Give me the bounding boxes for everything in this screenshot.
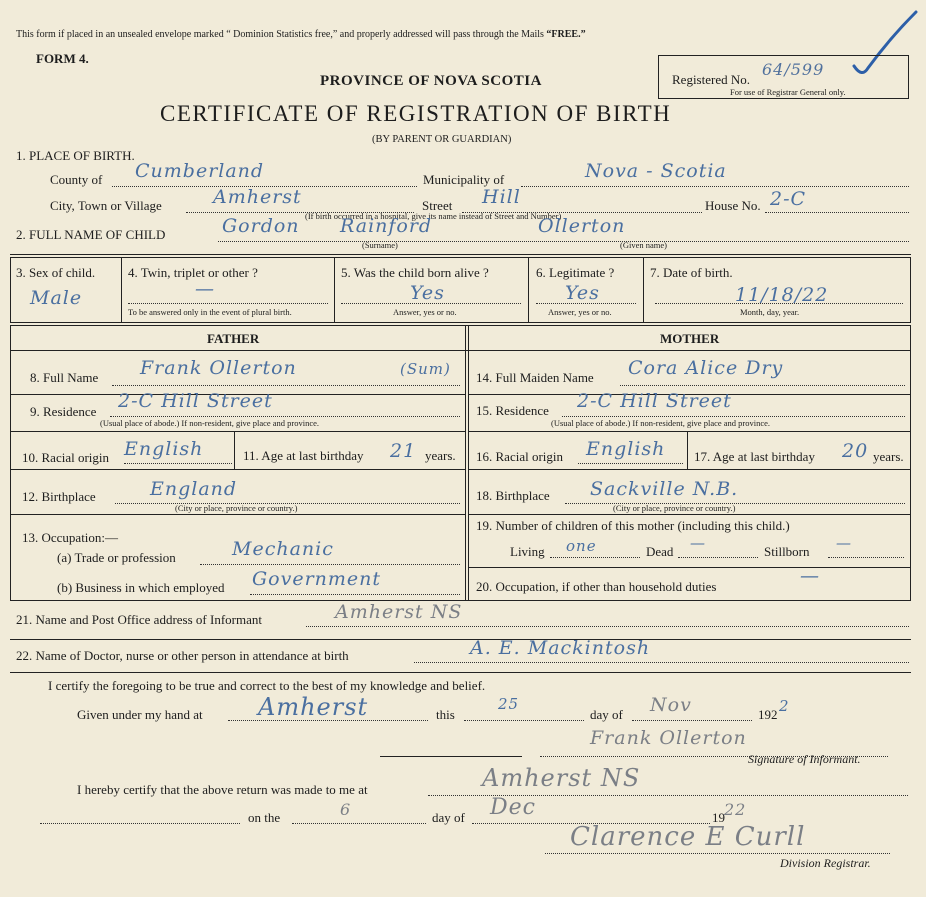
stillborn-label: Stillborn	[764, 544, 810, 559]
father-heading: FATHER	[207, 331, 260, 346]
father-birthplace-value: England	[150, 478, 238, 500]
living-value: one	[566, 537, 597, 555]
father-age-label: 11. Age at last birthday	[243, 448, 364, 463]
house-value: 2-C	[770, 188, 807, 210]
father-occupation-label: 13. Occupation:—	[22, 530, 119, 545]
father-age-value: 21	[390, 440, 417, 462]
legitimate-value: Yes	[565, 282, 600, 304]
father-trade-value: Mechanic	[232, 538, 334, 560]
year-value: 2	[779, 697, 790, 715]
alive-note: Answer, yes or no.	[393, 307, 457, 317]
municipality-label: Municipality of	[423, 172, 505, 187]
form-number: FORM 4.	[36, 51, 89, 66]
page-title: CERTIFICATE OF REGISTRATION OF BIRTH	[160, 101, 672, 126]
sex-value: Male	[30, 287, 83, 309]
on-day-value: 6	[340, 800, 352, 819]
day-of2-label: day of	[432, 810, 465, 825]
father-residence-label: 9. Residence	[30, 404, 97, 419]
dead-value: —	[690, 534, 706, 552]
surname-hint: (Surname)	[362, 240, 398, 250]
mother-birthplace-label: 18. Birthplace	[476, 488, 550, 503]
city-label: City, Town or Village	[50, 198, 162, 213]
year2-prefix: 19	[712, 810, 725, 825]
year2-value: 22	[724, 800, 747, 819]
county-label: County of	[50, 172, 103, 187]
father-name-label: 8. Full Name	[30, 370, 99, 385]
father-name-extra: (Sum)	[400, 360, 451, 378]
legitimate-label: 6. Legitimate ?	[536, 265, 615, 280]
alive-label: 5. Was the child born alive ?	[341, 265, 489, 280]
return-label: I hereby certify that the above return was made to me at	[77, 782, 368, 797]
mother-occupation-value: —	[800, 565, 820, 587]
registered-label: Registered No.	[672, 72, 750, 87]
doctor-value: A. E. Mackintosh	[470, 637, 651, 659]
street-label: Street	[422, 198, 453, 213]
child-surname: Ollerton	[538, 215, 626, 237]
father-years: years.	[425, 448, 456, 463]
twin-value: —	[195, 278, 215, 300]
on-month-value: Dec	[490, 795, 536, 820]
living-label: Living	[510, 544, 545, 559]
day-of-label: day of	[590, 707, 623, 722]
mother-birthplace-note: (City or place, province or country.)	[613, 503, 736, 513]
doctor-label: 22. Name of Doctor, nurse or other person in attendance at birth	[16, 648, 349, 663]
given-under-label: Given under my hand at	[77, 707, 203, 722]
date-label: 7. Date of birth.	[650, 265, 733, 280]
this-label: this	[436, 707, 455, 722]
father-business-value: Government	[252, 568, 382, 590]
father-business-label: (b) Business in which employed	[57, 580, 225, 595]
certify-statement: I certify the foregoing to be true and correct to the best of my knowledge and belief.	[48, 678, 486, 693]
sex-label: 3. Sex of child.	[16, 265, 96, 280]
twin-note: To be answered only in the event of plural birth.	[128, 307, 292, 317]
twin-label: 4. Twin, triplet or other ?	[128, 265, 258, 280]
municipality-value: Nova - Scotia	[585, 160, 727, 182]
on-the-label: on the	[248, 810, 281, 825]
mother-age-value: 20	[842, 440, 869, 462]
street-value: Hill	[482, 186, 521, 208]
father-birthplace-note: (City or place, province or country.)	[175, 503, 298, 513]
date-value: 11/18/22	[735, 284, 829, 306]
father-birthplace-label: 12. Birthplace	[22, 489, 96, 504]
informant-signature: Frank Ollerton	[590, 727, 747, 749]
child-given-name: Gordon	[222, 215, 300, 237]
mother-racial-value: English	[586, 438, 666, 460]
child-name-label: 2. FULL NAME OF CHILD	[16, 227, 166, 242]
father-residence-note: (Usual place of abode.) If non-resident, give place and province.	[100, 418, 320, 428]
county-value: Cumberland	[135, 160, 265, 182]
mother-years: years.	[873, 449, 904, 464]
year-prefix: 192	[758, 707, 778, 722]
place-heading: 1. PLACE OF BIRTH.	[16, 148, 135, 163]
mail-note	[16, 29, 586, 40]
informant-value: Amherst NS	[335, 601, 463, 623]
province-title: PROVINCE OF NOVA SCOTIA	[320, 73, 542, 89]
mother-residence-value: 2-C Hill Street	[577, 390, 732, 412]
house-label: House No.	[705, 198, 761, 213]
registrar-signature-label: Division Registrar.	[780, 856, 871, 870]
return-place-value: Amherst NS	[482, 764, 641, 792]
mother-racial-label: 16. Racial origin	[476, 449, 564, 464]
informant-signature-label: Signature of Informant.	[748, 752, 861, 766]
mother-name-value: Cora Alice Dry	[628, 357, 784, 379]
mother-children-label: 19. Number of children of this mother (including this child.)	[476, 518, 790, 533]
informant-label: 21. Name and Post Office address of Informant	[16, 612, 262, 627]
city-value: Amherst	[213, 186, 302, 208]
given-name-hint: (Given name)	[620, 240, 667, 250]
this-day-value: 25	[498, 695, 520, 713]
mother-occupation-label: 20. Occupation, if other than household duties	[476, 579, 717, 594]
mother-age-label: 17. Age at last birthday	[694, 449, 815, 464]
mother-name-label: 14. Full Maiden Name	[476, 370, 594, 385]
father-trade-label: (a) Trade or profession	[57, 550, 176, 565]
father-residence-value: 2-C Hill Street	[118, 390, 273, 412]
father-racial-label: 10. Racial origin	[22, 450, 110, 465]
page-subtitle: (BY PARENT OR GUARDIAN)	[372, 134, 512, 145]
month-value: Nov	[650, 694, 692, 716]
mail-note-text: This form if placed in an unsealed envelope marked “ Dominion Statistics free,” and properly addressed will pass through the Mails	[16, 29, 544, 40]
mother-birthplace-value: Sackville N.B.	[590, 478, 739, 500]
father-racial-value: English	[124, 438, 204, 460]
hospital-note: (If birth occurred in a hospital, give its name instead of Street and Number)	[305, 211, 562, 221]
mail-note-free: “FREE.”	[546, 29, 586, 40]
child-middle-name: Rainford	[340, 215, 433, 237]
alive-value: Yes	[410, 282, 445, 304]
date-note: Month, day, year.	[740, 307, 800, 317]
father-name-value: Frank Ollerton	[140, 357, 297, 379]
mother-residence-label: 15. Residence	[476, 403, 549, 418]
registrar-signature: Clarence E Curll	[570, 822, 806, 852]
legitimate-note: Answer, yes or no.	[548, 307, 612, 317]
registrar-note: For use of Registrar General only.	[730, 87, 846, 97]
mother-heading: MOTHER	[660, 331, 720, 346]
mother-residence-note: (Usual place of abode.) If non-resident, give place and province.	[551, 418, 771, 428]
stillborn-value: —	[836, 534, 852, 552]
registered-number: 64/599	[762, 60, 825, 79]
dead-label: Dead	[646, 544, 674, 559]
given-place-value: Amherst	[258, 693, 369, 721]
